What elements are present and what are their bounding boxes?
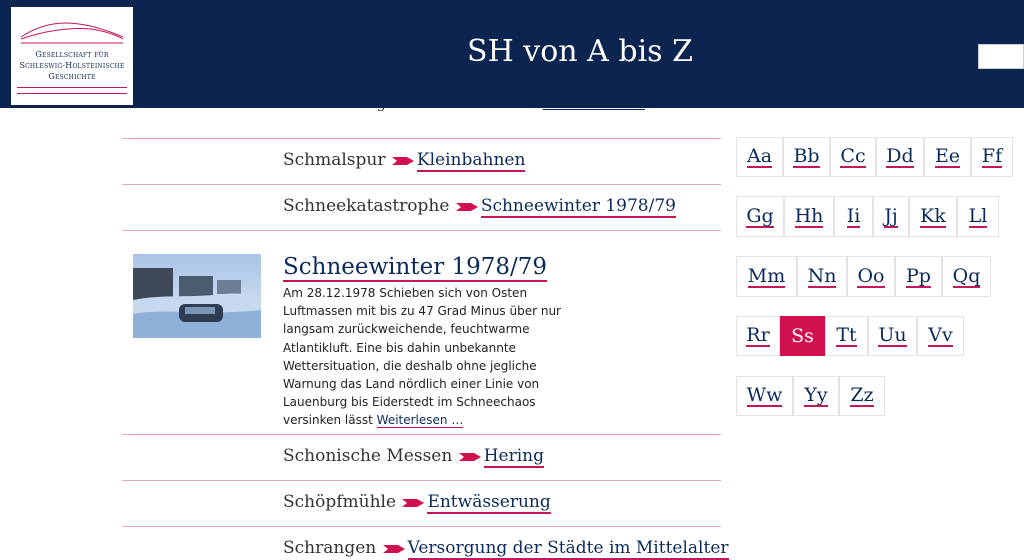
letter-button-mm[interactable] bbox=[736, 256, 797, 297]
letter-label: Cc bbox=[840, 145, 866, 167]
letter-button-oo[interactable] bbox=[847, 256, 895, 297]
letter-label: Mm bbox=[747, 264, 786, 287]
letter-button-tt[interactable] bbox=[825, 316, 868, 356]
letter-label: Ll bbox=[968, 204, 988, 227]
letter-label: Ee bbox=[934, 145, 961, 167]
letter-label: Yy bbox=[804, 384, 828, 406]
entry-link[interactable]: Hering bbox=[483, 446, 545, 466]
letter-button-cc[interactable] bbox=[830, 137, 876, 177]
page-title: SH von A bis Z bbox=[467, 34, 693, 69]
entry-link[interactable]: Entwässerung bbox=[427, 492, 551, 512]
snow-scene-image bbox=[133, 254, 261, 338]
letter-button-qq[interactable] bbox=[942, 256, 991, 297]
letter-label: Ii bbox=[846, 204, 861, 227]
letter-button-pp[interactable] bbox=[895, 256, 942, 297]
letter-label: Uu bbox=[878, 324, 907, 346]
letter-label: Gg bbox=[746, 204, 774, 227]
letter-button-hh[interactable] bbox=[784, 196, 834, 237]
arrow-right-icon bbox=[382, 543, 406, 555]
entry-link[interactable]: Schneewinter 1978/79 bbox=[480, 196, 676, 216]
letter-label: Oo bbox=[857, 264, 885, 287]
entry-term: Schöpfmühle bbox=[283, 492, 397, 512]
letter-button-gg[interactable] bbox=[736, 196, 784, 237]
divider bbox=[122, 526, 721, 527]
list-item bbox=[283, 538, 729, 558]
entry-link[interactable]: Versorgung der Städte im Mittelalter bbox=[407, 538, 729, 558]
letter-label: Bb bbox=[793, 145, 820, 167]
site-header bbox=[0, 0, 1024, 108]
list-item bbox=[283, 492, 551, 512]
letter-button-uu[interactable] bbox=[868, 316, 917, 356]
arrow-right-icon bbox=[458, 451, 482, 463]
letter-button-rr[interactable] bbox=[736, 316, 780, 356]
letter-button-zz[interactable] bbox=[839, 376, 885, 416]
letter-label: Aa bbox=[746, 145, 773, 167]
featured-entry-title[interactable]: Schneewinter 1978/79 bbox=[283, 254, 548, 280]
letter-label: Qq bbox=[952, 264, 981, 287]
letter-label: Hh bbox=[794, 204, 824, 227]
letter-button-ll[interactable] bbox=[957, 196, 999, 237]
entry-term: Schrangen bbox=[283, 538, 377, 558]
logo-rule bbox=[17, 93, 127, 94]
featured-entry-excerpt bbox=[283, 284, 583, 430]
logo-line-2: Schleswig-Holsteinische bbox=[19, 61, 125, 70]
list-item bbox=[283, 196, 676, 216]
divider bbox=[122, 138, 721, 139]
letter-button-nn[interactable] bbox=[797, 256, 847, 297]
letter-label: Zz bbox=[850, 384, 874, 406]
letter-button-vv[interactable] bbox=[917, 316, 964, 356]
entry-term: Schonische Messen bbox=[283, 446, 453, 466]
letter-label: Vv bbox=[928, 324, 953, 346]
letter-button-ww[interactable] bbox=[736, 376, 793, 416]
read-more-link[interactable]: Weiterlesen … bbox=[376, 413, 464, 428]
letter-button-yy[interactable] bbox=[793, 376, 839, 416]
letter-button-bb[interactable] bbox=[783, 137, 830, 177]
letter-button-ee[interactable] bbox=[924, 137, 971, 177]
letter-label: Kk bbox=[920, 204, 946, 227]
arrow-right-icon bbox=[391, 155, 415, 167]
divider bbox=[122, 230, 721, 231]
letter-button-ff[interactable] bbox=[971, 137, 1013, 177]
search-input[interactable] bbox=[978, 44, 1024, 69]
letter-label: Tt bbox=[836, 324, 857, 346]
letter-button-ss-active[interactable] bbox=[780, 316, 825, 356]
arrow-right-icon bbox=[401, 497, 425, 509]
divider bbox=[122, 480, 721, 481]
excerpt-text: Am 28.12.1978 Schieben sich von Osten Luftmassen mit bis zu 47 Grad Minus über nur langsam zurückweichende, feuchtwarme Atlantikluft. Eine bis dahin unbekannte Wettersituation, die deshalb ohne jegliche Warnung das Land nördlich einer Linie von Lauenburg bis Eiderstedt im Schneechaos versinken lässt bbox=[283, 286, 561, 428]
entry-term: Schmalspur bbox=[283, 150, 386, 170]
arrow-right-icon bbox=[455, 201, 479, 213]
entry-link[interactable]: Kleinbahnen bbox=[416, 150, 526, 170]
entry-term: Schneekatastrophe bbox=[283, 196, 450, 216]
divider bbox=[122, 434, 721, 435]
list-item bbox=[283, 446, 544, 466]
letter-label: Pp bbox=[906, 264, 931, 287]
logo-rule bbox=[17, 87, 127, 88]
letter-label: Ww bbox=[746, 384, 783, 406]
letter-label: Rr bbox=[746, 324, 770, 346]
logo-line-1: Gesellschaft für bbox=[35, 50, 109, 59]
letter-button-ii[interactable] bbox=[834, 196, 873, 237]
letter-label: Ss bbox=[791, 325, 814, 347]
letter-button-dd[interactable] bbox=[876, 137, 924, 177]
logo-line-3: Geschichte bbox=[48, 72, 96, 81]
letter-button-jj[interactable] bbox=[873, 196, 909, 237]
letter-button-aa[interactable] bbox=[736, 137, 783, 177]
divider bbox=[122, 184, 721, 185]
letter-label: Ff bbox=[981, 145, 1003, 167]
letter-label: Jj bbox=[884, 204, 898, 227]
list-item bbox=[283, 150, 525, 170]
letter-button-kk[interactable] bbox=[909, 196, 957, 237]
featured-image[interactable] bbox=[133, 254, 261, 338]
letter-label: Dd bbox=[886, 145, 914, 167]
letter-label: Nn bbox=[807, 264, 837, 287]
